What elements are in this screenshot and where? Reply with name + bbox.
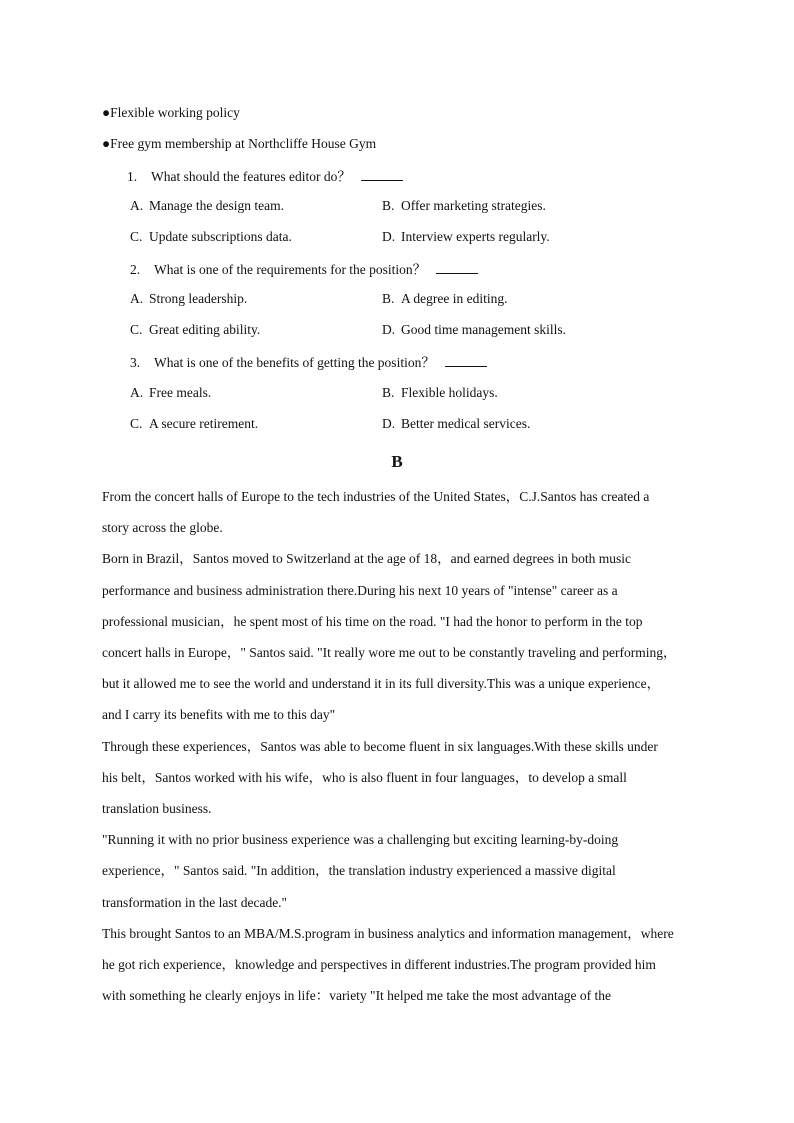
answer-blank-1[interactable] — [361, 168, 403, 181]
benefit-bullet-flexible-policy: ●Flexible working policy — [102, 105, 240, 120]
question-3-option-c: C. A secure retirement. — [130, 416, 259, 431]
passage-line: Born in Brazil，Santos moved to Switzerland at the age of 18，and earned degrees in both music — [102, 551, 631, 566]
passage-line: with something he clearly enjoys in life：variety "It helped me take the most advantage of the — [102, 988, 611, 1003]
passage-line: he got rich experience，knowledge and perspectives in different industries.The program provided him — [102, 957, 656, 972]
passage-line: "Running it with no prior business experience was a challenging but exciting learning-by-doing — [102, 832, 619, 847]
passage-line: performance and business administration there.During his next 10 years of "intense" career as a — [102, 583, 618, 598]
passage-line: concert halls in Europe，" Santos said. "It really wore me out to be constantly traveling and performing， — [102, 645, 677, 660]
question-1-option-a: A. Manage the design team. — [130, 198, 284, 213]
passage-line: and I carry its benefits with me to this day" — [102, 707, 336, 722]
passage-line: transformation in the last decade." — [102, 895, 288, 910]
question-3-option-a: A. Free meals. — [130, 385, 212, 400]
passage-line: professional musician，he spent most of his time on the road. "I had the honor to perform in the top — [102, 614, 643, 629]
question-1-option-c: C. Update subscriptions data. — [130, 229, 292, 244]
passage-line: story across the globe. — [102, 520, 223, 535]
passage-line: Through these experiences，Santos was able to become fluent in six languages.With these skills under — [102, 739, 658, 754]
question-1 — [127, 168, 403, 184]
question-2 — [130, 261, 478, 277]
answer-blank-3[interactable] — [445, 354, 487, 367]
question-1-option-d: D. Interview experts regularly. — [382, 229, 550, 244]
question-2-option-b: B. A degree in editing. — [382, 291, 508, 306]
passage-line: This brought Santos to an MBA/M.S.program in business analytics and information management，where — [102, 926, 674, 941]
question-2-number: 2. — [130, 262, 141, 277]
question-3-number: 3. — [130, 355, 141, 370]
passage-line: but it allowed me to see the world and understand it in its full diversity.This was a unique experience， — [102, 676, 661, 691]
section-title: B — [391, 452, 403, 471]
question-1-stem: What should the features editor do？ — [151, 169, 351, 184]
question-3-option-b: B. Flexible holidays. — [382, 385, 498, 400]
passage-line: experience，" Santos said. "In addition，the translation industry experienced a massive digital — [102, 863, 616, 878]
benefit-bullet-gym: ●Free gym membership at Northcliffe House Gym — [102, 136, 377, 151]
question-3-stem: What is one of the benefits of getting the position？ — [154, 355, 435, 370]
question-3-option-d: D. Better medical services. — [382, 416, 531, 431]
passage-line: translation business. — [102, 801, 212, 816]
passage-line: From the concert halls of Europe to the tech industries of the United States，C.J.Santos has created a — [102, 489, 650, 504]
question-1-number: 1. — [127, 169, 138, 184]
question-2-stem: What is one of the requirements for the position？ — [154, 262, 427, 277]
question-2-option-c: C. Great editing ability. — [130, 322, 261, 337]
question-1-option-b: B. Offer marketing strategies. — [382, 198, 546, 213]
question-3 — [130, 354, 487, 370]
answer-blank-2[interactable] — [436, 261, 478, 274]
question-2-option-a: A. Strong leadership. — [130, 291, 248, 306]
question-2-option-d: D. Good time management skills. — [382, 322, 566, 337]
passage-line: his belt，Santos worked with his wife，who is also fluent in four languages，to develop a small — [102, 770, 627, 785]
